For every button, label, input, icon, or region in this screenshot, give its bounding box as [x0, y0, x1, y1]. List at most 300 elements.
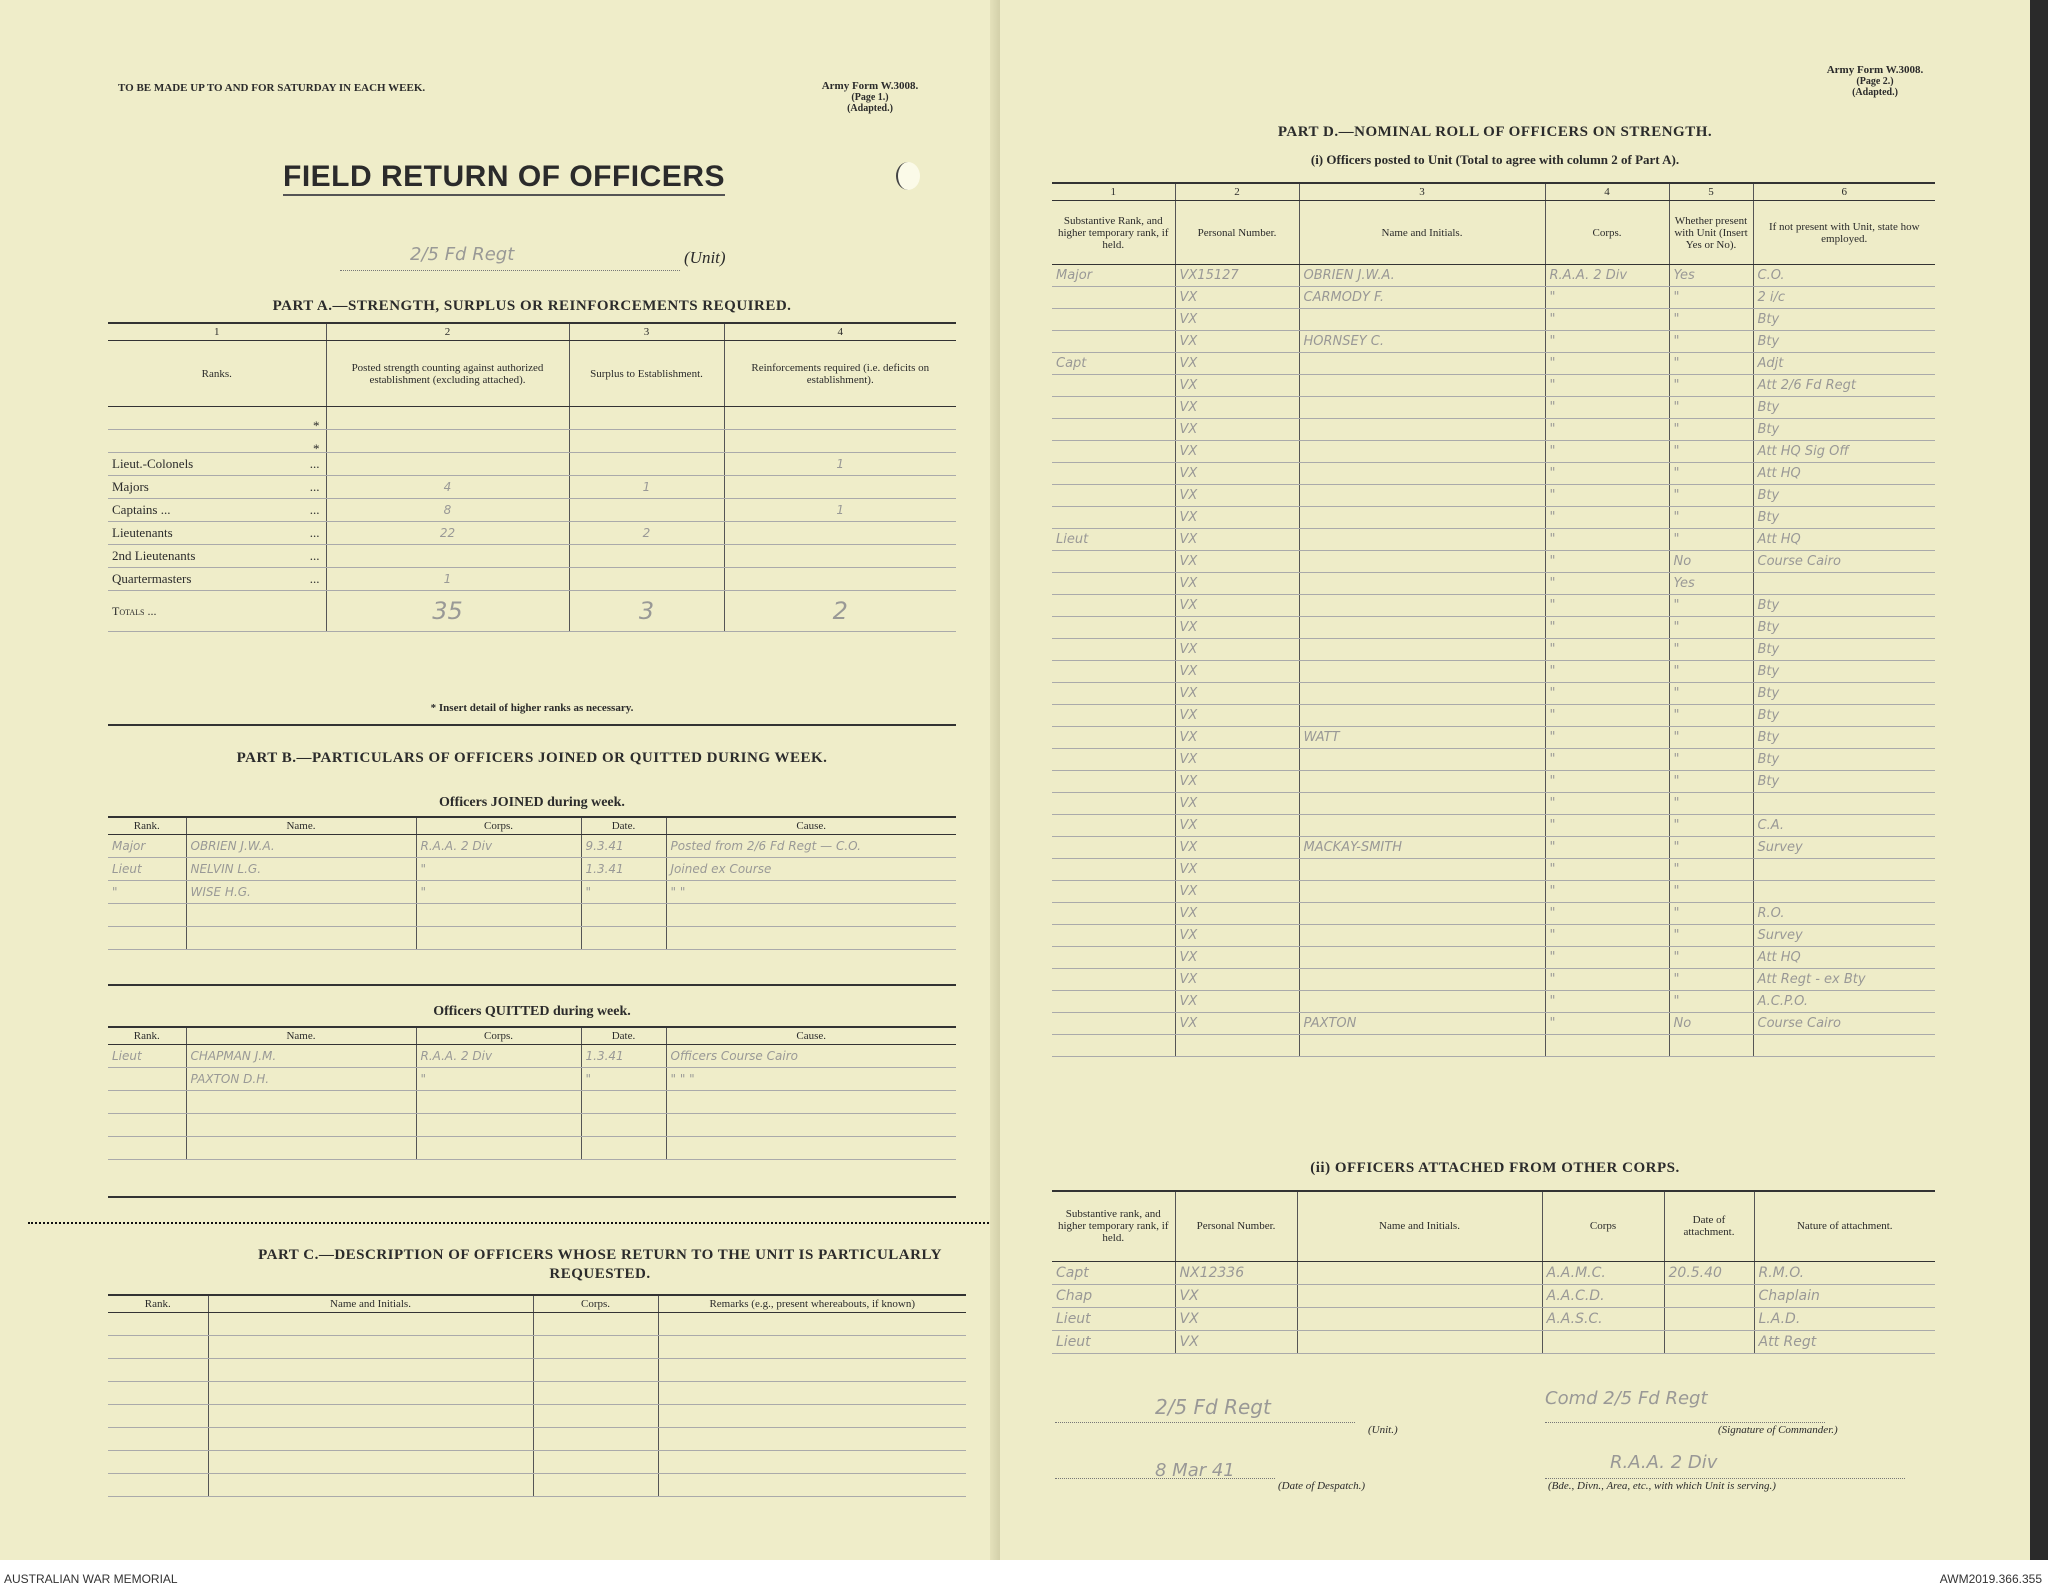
name-cell [208, 1382, 533, 1405]
name-cell: CHAPMAN J.M. [186, 1045, 416, 1068]
part-a-footnote: * Insert detail of higher ranks as necessary. [430, 702, 634, 714]
table-row [1052, 903, 1935, 925]
table-row [1052, 353, 1935, 375]
totals-row [108, 591, 956, 632]
rank-cell [1052, 727, 1175, 749]
corps-cell: " [1545, 859, 1669, 881]
present-cell: " [1669, 441, 1753, 463]
table-row [1052, 969, 1935, 991]
col-corps: Corps. [416, 817, 581, 835]
corps-cell: R.A.A. 2 Div [1545, 265, 1669, 287]
number-cell: VX [1175, 837, 1299, 859]
remarks-cell [658, 1359, 966, 1382]
corps-cell: " [1545, 617, 1669, 639]
employed-cell: Att HQ Sig Off [1753, 441, 1935, 463]
col-header-strength: Posted strength counting against authorized establishment (excluding attached). [326, 341, 569, 407]
rank-cell [108, 430, 326, 453]
part-d-subheading: (i) Officers posted to Unit (Total to agree with column 2 of Part A). [1310, 152, 1680, 167]
rank-cell [108, 453, 326, 476]
rank-cell [1052, 397, 1175, 419]
employed-cell: Bty [1753, 485, 1935, 507]
rank-cell [108, 499, 326, 522]
name-cell [1299, 925, 1545, 947]
number-cell: VX [1175, 551, 1299, 573]
corps-cell [533, 1474, 658, 1497]
part-b-heading: PART B.—PARTICULARS OF OFFICERS JOINED OR QUITTED DURING WEEK. [236, 750, 828, 766]
employed-cell: Course Cairo [1753, 551, 1935, 573]
col-num: 1 [108, 323, 326, 341]
name-cell [1299, 1035, 1545, 1057]
table-row [1052, 991, 1935, 1013]
date-cell: 20.5.40 [1664, 1261, 1754, 1284]
employed-cell: R.O. [1753, 903, 1935, 925]
rank-label: Lieut.-Colonels [112, 456, 194, 471]
rank-cell [1052, 617, 1175, 639]
date-handwritten: 8 Mar 41 [1155, 1460, 1235, 1481]
rank-cell: Major [108, 835, 186, 858]
remarks-cell [658, 1474, 966, 1497]
employed-cell: Bty [1753, 661, 1935, 683]
quitted-table [108, 1026, 956, 1160]
corps-cell: " [1545, 925, 1669, 947]
col-date: Date. [581, 817, 666, 835]
col-num: 3 [569, 323, 724, 341]
totals-strength: 35 [326, 591, 569, 632]
rank-cell [1052, 749, 1175, 771]
totals-reinf: 2 [724, 591, 956, 632]
name-cell [1299, 397, 1545, 419]
rank-cell [108, 1382, 208, 1405]
rank-cell: Capt [1052, 353, 1175, 375]
name-cell [1299, 551, 1545, 573]
name-cell [1299, 463, 1545, 485]
name-cell [1299, 749, 1545, 771]
form-number: Army Form W.3008. [1826, 64, 1924, 76]
table-row [1052, 595, 1935, 617]
name-cell [186, 1114, 416, 1137]
corps-cell: " [416, 881, 581, 904]
col-date: Date. [581, 1027, 666, 1045]
table-row [1052, 859, 1935, 881]
leader: ... [309, 456, 320, 471]
corps-cell: " [1545, 331, 1669, 353]
date-cell [581, 927, 666, 950]
strength-cell: 8 [326, 499, 569, 522]
rank-cell [1052, 903, 1175, 925]
table-row [1052, 705, 1935, 727]
employed-cell: Bty [1753, 397, 1935, 419]
rank-cell [108, 1451, 208, 1474]
rank-cell [1052, 309, 1175, 331]
corps-cell: " [1545, 595, 1669, 617]
employed-cell: Bty [1753, 705, 1935, 727]
table-row [108, 881, 956, 904]
name-cell [1299, 947, 1545, 969]
rank-cell [1052, 969, 1175, 991]
name-cell [186, 904, 416, 927]
corps-cell [1542, 1330, 1664, 1353]
name-cell [1299, 705, 1545, 727]
number-cell: VX [1175, 683, 1299, 705]
corps-cell [1545, 1035, 1669, 1057]
remarks-cell [658, 1428, 966, 1451]
top-instruction: TO BE MADE UP TO AND FOR SATURDAY IN EACH WEEK. [118, 82, 426, 94]
dotted-line [1545, 1422, 1825, 1423]
name-cell [1299, 991, 1545, 1013]
col-corps: Corps. [533, 1295, 658, 1313]
name-cell [1299, 375, 1545, 397]
number-cell: VX [1175, 969, 1299, 991]
table-row [1052, 925, 1935, 947]
rank-cell [1052, 331, 1175, 353]
cause-cell [666, 904, 956, 927]
rank-cell [108, 904, 186, 927]
rank-cell [1052, 837, 1175, 859]
present-cell: " [1669, 485, 1753, 507]
leader: ... [309, 502, 320, 517]
rank-cell [1052, 859, 1175, 881]
table-row [108, 499, 956, 522]
corps-cell [533, 1405, 658, 1428]
reinforcement-cell: 1 [724, 499, 956, 522]
present-cell: " [1669, 309, 1753, 331]
rank-cell [108, 1428, 208, 1451]
rank-cell [108, 927, 186, 950]
corps-cell: " [1545, 991, 1669, 1013]
footer-bar [0, 1560, 2048, 1591]
rank-cell [1052, 991, 1175, 1013]
table-row [108, 568, 956, 591]
corps-cell [533, 1336, 658, 1359]
date-cell [581, 1091, 666, 1114]
employed-cell: Bty [1753, 507, 1935, 529]
corps-cell: " [1545, 463, 1669, 485]
col-cause: Cause. [666, 817, 956, 835]
name-cell [1299, 529, 1545, 551]
totals-label: Totals ... [108, 591, 326, 632]
table-row [1052, 441, 1935, 463]
rank-cell [108, 1137, 186, 1160]
unit-handwritten: 2/5 Fd Regt [410, 244, 515, 265]
leader: * [313, 441, 320, 453]
table-row [1052, 309, 1935, 331]
col-rank: Rank. [108, 1027, 186, 1045]
col-name: Name. [186, 1027, 416, 1045]
rank-cell [1052, 551, 1175, 573]
rank-cell [108, 1114, 186, 1137]
table-row [1052, 529, 1935, 551]
date-cell: 1.3.41 [581, 858, 666, 881]
present-cell: " [1669, 925, 1753, 947]
date-cell: 1.3.41 [581, 1045, 666, 1068]
corps-cell: " [1545, 815, 1669, 837]
col-num: 4 [724, 323, 956, 341]
employed-cell: Bty [1753, 309, 1935, 331]
col-cause: Cause. [666, 1027, 956, 1045]
employed-cell: Bty [1753, 683, 1935, 705]
number-cell: VX [1175, 595, 1299, 617]
name-cell [208, 1359, 533, 1382]
table-row [108, 927, 956, 950]
employed-cell: Bty [1753, 639, 1935, 661]
nature-cell: Chaplain [1754, 1284, 1935, 1307]
name-cell [1297, 1284, 1542, 1307]
corps-cell: " [1545, 705, 1669, 727]
name-cell [1299, 793, 1545, 815]
rank-label: Captains ... [112, 502, 171, 517]
name-cell [208, 1451, 533, 1474]
surplus-cell [569, 453, 724, 476]
rank-cell [1052, 881, 1175, 903]
name-cell [208, 1336, 533, 1359]
reinforcement-cell: 1 [724, 453, 956, 476]
table-row [1052, 485, 1935, 507]
rank-cell: Lieut [108, 1045, 186, 1068]
employed-cell: Adjt [1753, 353, 1935, 375]
table-row [108, 1137, 956, 1160]
name-cell: CARMODY F. [1299, 287, 1545, 309]
right-page [1000, 0, 2030, 1560]
name-cell [1297, 1330, 1542, 1353]
table-row [108, 1336, 966, 1359]
part-a-heading: PART A.—STRENGTH, SURPLUS OR REINFORCEMENTS REQUIRED. [272, 298, 792, 314]
corps-cell: " [1545, 661, 1669, 683]
corps-cell: R.A.A. 2 Div [416, 1045, 581, 1068]
totals-surplus: 3 [569, 591, 724, 632]
cause-cell [666, 1091, 956, 1114]
surplus-cell: 2 [569, 522, 724, 545]
present-cell: " [1669, 617, 1753, 639]
number-cell: VX [1175, 903, 1299, 925]
name-cell: WISE H.G. [186, 881, 416, 904]
table-row [1052, 1307, 1935, 1330]
table-row [108, 1114, 956, 1137]
rank-cell [108, 1313, 208, 1336]
number-cell: VX [1175, 771, 1299, 793]
corps-cell: A.A.M.C. [1542, 1261, 1664, 1284]
table-row [108, 1359, 966, 1382]
present-cell: " [1669, 771, 1753, 793]
corps-cell: " [1545, 397, 1669, 419]
number-cell: VX [1175, 397, 1299, 419]
surplus-cell [569, 430, 724, 453]
rank-cell [108, 1405, 208, 1428]
reinforcement-cell [724, 568, 956, 591]
rank-cell [108, 1359, 208, 1382]
col-header-name: Name and Initials. [1299, 201, 1545, 265]
rank-cell [1052, 925, 1175, 947]
table-row [108, 835, 956, 858]
unit-dotted-line [340, 270, 680, 271]
quitted-heading: Officers QUITTED during week. [433, 1004, 631, 1019]
corps-cell: " [1545, 441, 1669, 463]
table-row [108, 1474, 966, 1497]
employed-cell: Att 2/6 Fd Regt [1753, 375, 1935, 397]
number-cell: VX [1175, 529, 1299, 551]
number-cell: VX [1175, 925, 1299, 947]
employed-cell [1753, 1035, 1935, 1057]
reinforcement-cell [724, 476, 956, 499]
joined-table [108, 816, 956, 950]
table-row [1052, 749, 1935, 771]
employed-cell: Att HQ [1753, 947, 1935, 969]
employed-cell: Bty [1753, 771, 1935, 793]
part-c-table [108, 1294, 966, 1497]
table-row [108, 858, 956, 881]
name-cell: WATT [1299, 727, 1545, 749]
leader: ... [309, 571, 320, 586]
rank-cell [1052, 793, 1175, 815]
nature-cell: L.A.D. [1754, 1307, 1935, 1330]
part-a-table [108, 322, 956, 632]
date-cell: 9.3.41 [581, 835, 666, 858]
number-cell: NX12336 [1175, 1261, 1297, 1284]
present-cell: " [1669, 463, 1753, 485]
rank-cell [108, 1336, 208, 1359]
col-header-rank: Substantive rank, and higher temporary rank, if held. [1052, 1191, 1175, 1261]
date-cell [1664, 1284, 1754, 1307]
name-cell [186, 1091, 416, 1114]
corps-cell: " [1545, 881, 1669, 903]
present-cell: " [1669, 903, 1753, 925]
present-cell: No [1669, 551, 1753, 573]
table-row [108, 1428, 966, 1451]
number-cell: VX [1175, 881, 1299, 903]
name-cell [1299, 573, 1545, 595]
name-cell [1299, 485, 1545, 507]
table-row [108, 545, 956, 568]
rank-cell: Capt [1052, 1261, 1175, 1284]
corps-cell: " [1545, 727, 1669, 749]
corps-cell: " [1545, 947, 1669, 969]
corps-cell: " [1545, 419, 1669, 441]
form-number: Army Form W.3008. [821, 80, 919, 92]
corps-cell [533, 1428, 658, 1451]
rank-cell [108, 522, 326, 545]
corps-cell: " [1545, 903, 1669, 925]
present-cell: " [1669, 375, 1753, 397]
corps-cell: " [1545, 639, 1669, 661]
cause-cell: Joined ex Course [666, 858, 956, 881]
col-header-present: Whether present with Unit (Insert Yes or No). [1669, 201, 1753, 265]
corps-cell [533, 1313, 658, 1336]
present-cell: " [1669, 837, 1753, 859]
present-cell: " [1669, 815, 1753, 837]
surplus-cell [569, 545, 724, 568]
rank-cell [108, 476, 326, 499]
employed-cell: Bty [1753, 595, 1935, 617]
present-cell: " [1669, 595, 1753, 617]
table-row [108, 1451, 966, 1474]
surplus-cell [569, 568, 724, 591]
table-row [1052, 265, 1935, 287]
table-row [108, 407, 956, 430]
dotted-line [1055, 1478, 1275, 1479]
employed-cell: Bty [1753, 617, 1935, 639]
rank-cell [108, 1068, 186, 1091]
employed-cell: Att HQ [1753, 529, 1935, 551]
rank-label: Majors [112, 479, 149, 494]
table-row [1052, 639, 1935, 661]
present-cell: " [1669, 969, 1753, 991]
number-cell: VX15127 [1175, 265, 1299, 287]
col-header-reinforcements: Reinforcements required (i.e. deficits on establishment). [724, 341, 956, 407]
name-cell: NELVIN L.G. [186, 858, 416, 881]
table-row [1052, 1284, 1935, 1307]
date-cell [581, 1137, 666, 1160]
table-row [108, 1313, 966, 1336]
strength-cell [326, 453, 569, 476]
rank-label: Quartermasters [112, 571, 192, 586]
name-cell [208, 1313, 533, 1336]
rank-cell: Lieut [1052, 529, 1175, 551]
col-header-number: Personal Number. [1175, 1191, 1297, 1261]
col-header-date: Date of attachment. [1664, 1191, 1754, 1261]
col-num: 5 [1669, 183, 1753, 201]
number-cell: VX [1175, 375, 1299, 397]
col-header-ranks: Ranks. [108, 341, 326, 407]
present-cell: " [1669, 529, 1753, 551]
corps-cell [533, 1359, 658, 1382]
table-row [1052, 727, 1935, 749]
table-row [1052, 1013, 1935, 1035]
part-c-heading: PART C.—DESCRIPTION OF OFFICERS WHOSE RETURN TO THE UNIT IS PARTICULARLY REQUESTED. [258, 1247, 942, 1282]
present-cell: " [1669, 991, 1753, 1013]
employed-cell [1753, 573, 1935, 595]
name-cell [1299, 771, 1545, 793]
table-row [1052, 683, 1935, 705]
table-row [1052, 881, 1935, 903]
table-row [1052, 1330, 1935, 1353]
col-header-number: Personal Number. [1175, 201, 1299, 265]
corps-cell [416, 904, 581, 927]
col-num: 2 [326, 323, 569, 341]
corps-cell: A.A.S.C. [1542, 1307, 1664, 1330]
number-cell: VX [1175, 991, 1299, 1013]
rank-cell [1052, 683, 1175, 705]
number-cell: VX [1175, 793, 1299, 815]
rank-cell [1052, 287, 1175, 309]
present-cell: " [1669, 507, 1753, 529]
corps-cell: " [1545, 683, 1669, 705]
table-row [1052, 287, 1935, 309]
table-row [1052, 793, 1935, 815]
present-cell: " [1669, 331, 1753, 353]
table-row [108, 1045, 956, 1068]
remarks-cell [658, 1382, 966, 1405]
col-rank: Rank. [108, 1295, 208, 1313]
table-row [1052, 375, 1935, 397]
strength-cell [326, 407, 569, 430]
present-cell: " [1669, 705, 1753, 727]
number-cell: VX [1175, 353, 1299, 375]
col-name: Name and Initials. [208, 1295, 533, 1313]
signature-label: (Signature of Commander.) [1718, 1424, 1838, 1436]
cause-cell [666, 1137, 956, 1160]
name-cell: MACKAY-SMITH [1299, 837, 1545, 859]
number-cell: VX [1175, 463, 1299, 485]
number-cell: VX [1175, 287, 1299, 309]
corps-cell: " [416, 1068, 581, 1091]
name-cell [1299, 507, 1545, 529]
form-id-right [1800, 64, 1950, 98]
date-cell: " [581, 1068, 666, 1091]
rank-cell [1052, 639, 1175, 661]
table-row [1052, 771, 1935, 793]
name-cell [1299, 419, 1545, 441]
name-cell [208, 1405, 533, 1428]
rank-cell [108, 1474, 208, 1497]
